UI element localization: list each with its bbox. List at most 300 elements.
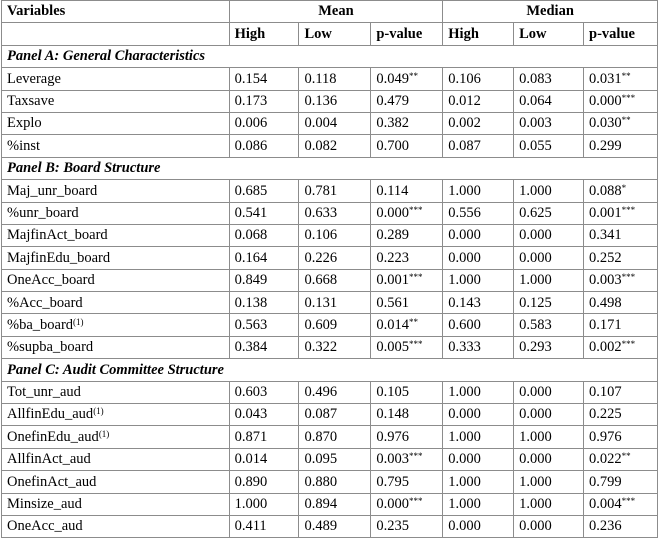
cell-value: 1.000 [448,182,481,199]
cell-value: 0.498 [589,294,622,311]
median-pvalue-cell [584,336,658,358]
variable-name-cell [2,448,230,470]
mean-low-cell [299,292,371,314]
mean-low-cell [299,448,371,470]
variable-name: AllfinAct_aud [7,451,91,468]
cell-value: 0.293 [519,339,552,356]
mean-low-header: Low [299,23,371,45]
significance-stars: *** [408,451,423,462]
cell-value: 0.603 [234,384,268,401]
table-row [2,247,658,269]
mean-pvalue-cell [371,336,443,358]
median-high-cell [443,112,514,134]
cell-value: 0.014 [376,316,409,333]
cell-value: 0.004 [589,496,622,513]
mean-high-cell [229,68,299,90]
cell-value: 0.600 [448,316,481,333]
cell-value: 0.226 [304,249,338,266]
variable-name: OneAcc_board [7,272,95,289]
mean-high-cell [229,269,299,291]
median-high-cell [443,493,514,515]
cell-value: 0.583 [519,316,552,333]
median-low-cell [514,90,584,112]
cell-value: 0.002 [448,115,481,132]
mean-low-cell [299,112,371,134]
table-row [2,515,658,537]
cell-value: 0.384 [234,339,268,356]
mean-high-cell [229,493,299,515]
cell-value: 0.003 [519,115,552,132]
table-row [2,135,658,157]
cell-value: 0.871 [234,428,268,445]
variable-name: Tot_unr_aud [7,384,81,401]
table-body [2,45,658,538]
cell-value: 0.322 [304,339,338,356]
mean-pvalue-cell [371,202,443,224]
cell-value: 0.563 [234,316,268,333]
mean-high-cell [229,202,299,224]
cell-value: 0.561 [376,294,409,311]
cell-value: 0.087 [448,137,481,154]
cell-value: 0.489 [304,518,338,535]
median-low-cell [514,292,584,314]
mean-high-cell [229,90,299,112]
table-row [2,426,658,448]
cell-value: 0.171 [589,316,622,333]
median-low-cell [514,448,584,470]
mean-pvalue-cell [371,404,443,426]
variables-header: Variables [2,1,230,23]
cell-value: 0.000 [448,406,481,423]
cell-value: 0.125 [519,294,552,311]
mean-low-cell [299,180,371,202]
significance-stars: *** [408,204,423,215]
panel-title-row [2,359,658,381]
significance-stars: ** [621,451,631,462]
variable-name: %unr_board [7,204,79,221]
cell-value: 0.003 [589,272,622,289]
mean-low-cell [299,404,371,426]
variable-name-cell [2,90,230,112]
variable-name-cell [2,202,230,224]
mean-pvalue-cell [371,292,443,314]
mean-pvalue-cell [371,448,443,470]
mean-pvalue-cell [371,112,443,134]
median-low-cell [514,515,584,537]
significance-stars: *** [408,339,423,350]
mean-low-cell [299,336,371,358]
median-pvalue-cell [584,112,658,134]
cell-value: 0.154 [234,70,268,87]
mean-high-cell [229,292,299,314]
median-low-cell [514,202,584,224]
cell-value: 0.333 [448,339,481,356]
cell-value: 0.031 [589,70,622,87]
cell-value: 0.131 [304,294,338,311]
variable-name-cell [2,68,230,90]
cell-value: 1.000 [448,473,481,490]
cell-value: 0.143 [448,294,481,311]
table-row [2,269,658,291]
median-pvalue-cell [584,202,658,224]
cell-value: 1.000 [234,496,268,513]
variable-name-cell [2,269,230,291]
median-high-cell [443,426,514,448]
significance-stars: ** [408,70,418,81]
mean-low-cell [299,314,371,336]
median-low-cell [514,68,584,90]
cell-value: 0.083 [519,70,552,87]
table-row [2,448,658,470]
median-high-cell [443,314,514,336]
cell-value: 0.000 [519,518,552,535]
median-pvalue-cell [584,247,658,269]
median-high-header: High [443,23,514,45]
cell-value: 0.030 [589,115,622,132]
cell-value: 0.781 [304,182,338,199]
variable-name-cell [2,426,230,448]
cell-value: 1.000 [448,272,481,289]
mean-high-cell [229,448,299,470]
mean-low-cell [299,247,371,269]
mean-pvalue-cell [371,493,443,515]
median-high-cell [443,448,514,470]
median-high-cell [443,381,514,403]
statistics-table [1,0,658,538]
cell-value: 1.000 [519,182,552,199]
mean-pvalue-cell [371,90,443,112]
table-header [2,1,658,46]
median-low-cell [514,493,584,515]
significance-stars: *** [621,93,636,103]
panel-title: Panel A: General Characteristics [2,45,658,67]
cell-value: 0.799 [589,473,622,490]
cell-value: 0.341 [589,227,622,244]
median-low-cell [514,180,584,202]
mean-high-cell [229,247,299,269]
cell-value: 0.000 [589,93,622,109]
variable-name-cell [2,224,230,246]
cell-value: 0.164 [234,249,268,266]
cell-value: 0.001 [589,204,622,221]
median-low-cell [514,404,584,426]
mean-pvalue-header: p-value [371,23,443,45]
median-high-cell [443,247,514,269]
mean-low-cell [299,426,371,448]
mean-low-cell [299,224,371,246]
median-header: Median [443,1,658,23]
cell-value: 0.106 [448,70,481,87]
variable-name: %inst [7,137,41,154]
mean-pvalue-cell [371,471,443,493]
cell-value: 0.118 [304,70,337,87]
cell-value: 0.087 [304,406,338,423]
median-pvalue-cell [584,292,658,314]
footnote-marker: (1) [98,428,110,439]
table-row [2,493,658,515]
variable-name-cell [2,180,230,202]
median-low-cell [514,269,584,291]
significance-stars: * [621,182,627,193]
mean-high-cell [229,404,299,426]
median-low-cell [514,426,584,448]
variable-name: %supba_board [7,339,94,356]
mean-low-cell [299,90,371,112]
median-high-cell [443,515,514,537]
cell-value: 0.114 [376,182,409,199]
footnote-marker: (1) [93,406,104,417]
median-high-cell [443,135,514,157]
median-high-cell [443,68,514,90]
table-row [2,180,658,202]
mean-high-cell [229,224,299,246]
variable-name: Minsize_aud [7,496,82,513]
cell-value: 0.496 [304,384,338,401]
variable-name-cell [2,247,230,269]
panel-title: Panel B: Board Structure [2,157,658,179]
mean-high-cell [229,314,299,336]
mean-header: Mean [229,1,443,23]
mean-low-cell [299,471,371,493]
cell-value: 0.299 [589,137,622,154]
cell-value: 0.541 [234,204,268,221]
mean-pvalue-cell [371,224,443,246]
significance-stars: *** [621,496,636,507]
table-row [2,202,658,224]
median-pvalue-cell [584,180,658,202]
variable-name: Explo [7,115,42,132]
significance-stars: *** [621,204,636,215]
median-high-cell [443,404,514,426]
mean-pvalue-cell [371,269,443,291]
median-pvalue-cell [584,381,658,403]
variable-name: Leverage [7,70,61,87]
mean-high-cell [229,180,299,202]
cell-value: 0.890 [234,473,268,490]
cell-value: 1.000 [448,496,481,513]
cell-value: 0.000 [448,227,481,244]
cell-value: 1.000 [448,428,481,445]
mean-high-cell [229,426,299,448]
mean-high-header: High [229,23,299,45]
cell-value: 0.003 [376,451,409,468]
table-row [2,112,658,134]
cell-value: 0.000 [376,204,409,221]
cell-value: 0.894 [304,496,338,513]
cell-value: 0.976 [589,428,622,445]
cell-value: 0.082 [304,137,338,154]
significance-stars: ** [621,115,631,126]
cell-value: 0.976 [376,428,409,445]
median-low-cell [514,135,584,157]
significance-stars: ** [408,316,418,327]
cell-value: 0.411 [234,518,267,535]
table-row [2,314,658,336]
cell-value: 1.000 [448,384,481,401]
mean-high-cell [229,515,299,537]
cell-value: 1.000 [519,428,552,445]
panel-title-row [2,45,658,67]
cell-value: 0.685 [234,182,268,199]
variable-name-cell [2,381,230,403]
cell-value: 0.609 [304,316,338,333]
header-row-sub [2,23,658,45]
cell-value: 0.014 [234,451,268,468]
panel-title-row [2,157,658,179]
table-row [2,404,658,426]
variable-name-cell [2,471,230,493]
cell-value: 0.064 [519,93,552,109]
variable-name: Taxsave [7,93,55,109]
median-low-cell [514,314,584,336]
cell-value: 0.043 [234,406,268,423]
table-row [2,292,658,314]
median-high-cell [443,224,514,246]
cell-value: 0.235 [376,518,409,535]
median-high-cell [443,269,514,291]
variable-name: MajfinEdu_board [7,249,111,266]
cell-value: 0.000 [376,496,409,513]
cell-value: 0.173 [234,93,268,109]
significance-stars: *** [621,339,636,350]
mean-pvalue-cell [371,515,443,537]
median-pvalue-cell [584,90,658,112]
mean-pvalue-cell [371,426,443,448]
median-high-cell [443,471,514,493]
significance-stars: *** [408,272,423,283]
cell-value: 0.049 [376,70,409,87]
cell-value: 0.700 [376,137,409,154]
variable-name: MajfinAct_board [7,227,108,244]
variable-name-cell [2,112,230,134]
variable-name: OneAcc_aud [7,518,83,535]
cell-value: 0.004 [304,115,338,132]
cell-value: 0.002 [589,339,622,356]
mean-high-cell [229,381,299,403]
mean-high-cell [229,112,299,134]
cell-value: 0.870 [304,428,338,445]
mean-low-cell [299,68,371,90]
cell-value: 0.289 [376,227,409,244]
cell-value: 0.001 [376,272,409,289]
cell-value: 0.000 [448,249,481,266]
variable-name: %ba_board [7,316,74,333]
variable-name-cell [2,493,230,515]
cell-value: 0.095 [304,451,338,468]
cell-value: 0.055 [519,137,552,154]
cell-value: 0.795 [376,473,409,490]
variable-name-cell [2,292,230,314]
significance-stars: *** [408,496,423,507]
cell-value: 0.000 [519,406,552,423]
median-low-cell [514,336,584,358]
mean-low-cell [299,202,371,224]
table-row [2,381,658,403]
cell-value: 0.252 [589,249,622,266]
mean-pvalue-cell [371,381,443,403]
variable-name-cell [2,314,230,336]
median-pvalue-cell [584,269,658,291]
median-pvalue-cell [584,515,658,537]
variable-name-cell [2,336,230,358]
mean-low-cell [299,493,371,515]
significance-stars: ** [621,70,631,81]
cell-value: 0.633 [304,204,338,221]
cell-value: 0.236 [589,518,622,535]
cell-value: 0.000 [519,249,552,266]
median-pvalue-cell [584,471,658,493]
mean-low-cell [299,381,371,403]
panel-title: Panel C: Audit Committee Structure [2,359,658,381]
table-row [2,224,658,246]
median-low-cell [514,224,584,246]
median-low-cell [514,381,584,403]
cell-value: 0.148 [376,406,409,423]
cell-value: 0.136 [304,93,338,109]
median-high-cell [443,180,514,202]
mean-pvalue-cell [371,314,443,336]
table-row [2,90,658,112]
mean-low-cell [299,515,371,537]
cell-value: 0.382 [376,115,409,132]
variable-name: AllfinEdu_aud [7,406,94,423]
median-pvalue-cell [584,224,658,246]
cell-value: 0.000 [448,518,481,535]
median-pvalue-cell [584,493,658,515]
variable-name-cell [2,404,230,426]
mean-pvalue-cell [371,247,443,269]
median-pvalue-header: p-value [584,23,658,45]
cell-value: 0.000 [448,451,481,468]
median-pvalue-cell [584,68,658,90]
empty-header-cell [2,23,230,45]
variable-name-cell [2,135,230,157]
table-row [2,68,658,90]
cell-value: 0.479 [376,93,409,109]
variable-name: OnefinAct_aud [7,473,97,490]
cell-value: 0.138 [234,294,268,311]
median-high-cell [443,90,514,112]
mean-pvalue-cell [371,135,443,157]
cell-value: 1.000 [519,272,552,289]
mean-low-cell [299,269,371,291]
median-low-header: Low [514,23,584,45]
cell-value: 0.105 [376,384,409,401]
cell-value: 0.880 [304,473,338,490]
cell-value: 0.068 [234,227,268,244]
table-row [2,336,658,358]
cell-value: 0.000 [519,384,552,401]
cell-value: 1.000 [519,496,552,513]
variable-name-cell [2,515,230,537]
cell-value: 0.107 [589,384,622,401]
cell-value: 0.022 [589,451,622,468]
cell-value: 0.556 [448,204,481,221]
cell-value: 0.106 [304,227,338,244]
cell-value: 0.849 [234,272,268,289]
cell-value: 0.088 [589,182,622,199]
median-low-cell [514,247,584,269]
cell-value: 0.000 [519,227,552,244]
cell-value: 0.225 [589,406,622,423]
median-low-cell [514,112,584,134]
variable-name: OnefinEdu_aud [7,428,99,445]
mean-pvalue-cell [371,68,443,90]
cell-value: 0.012 [448,93,481,109]
header-row-groups [2,1,658,23]
median-high-cell [443,202,514,224]
mean-low-cell [299,135,371,157]
